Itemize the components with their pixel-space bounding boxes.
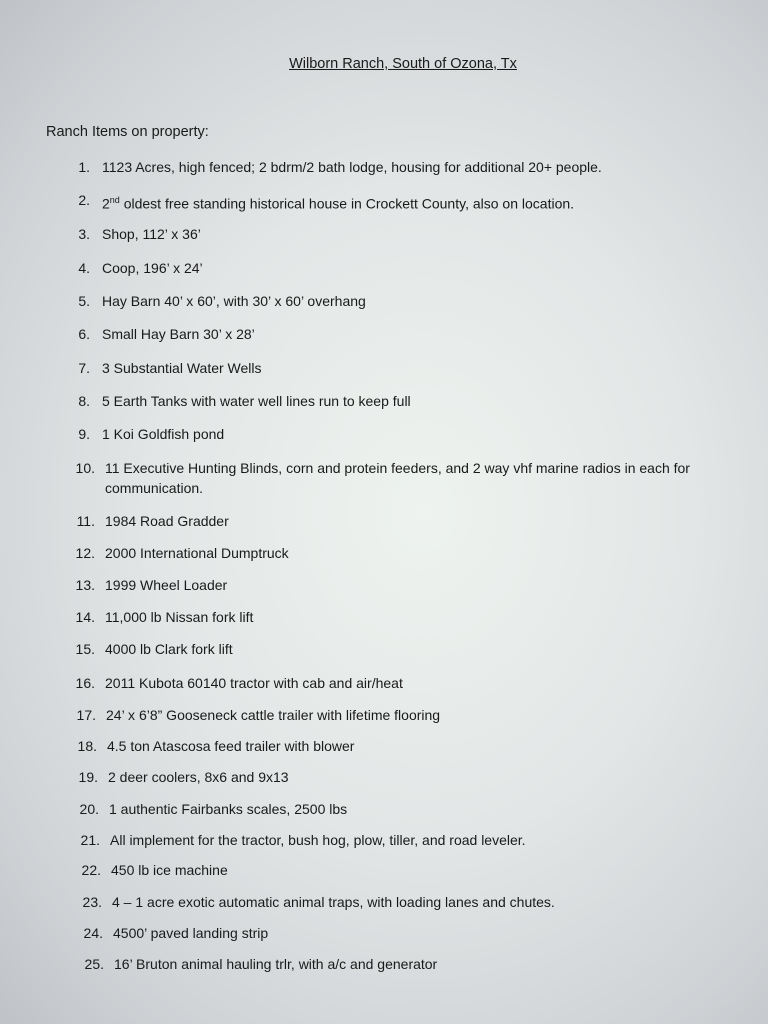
item-text: 16’ Bruton animal hauling trlr, with a/c and generator bbox=[114, 956, 438, 972]
item-number: 23. bbox=[82, 894, 102, 910]
item-text: All implement for the tractor, bush hog, plow, tiller, and road leveler. bbox=[110, 832, 526, 848]
item-text: 3 Substantial Water Wells bbox=[102, 360, 262, 376]
item-text: 2 deer coolers, 8x6 and 9x13 bbox=[108, 769, 289, 785]
item-number: 3. bbox=[78, 226, 90, 242]
item-number: 12. bbox=[75, 545, 95, 561]
item-number: 8. bbox=[78, 393, 90, 409]
item-text: 11,000 lb Nissan fork lift bbox=[105, 609, 254, 625]
item-number: 22. bbox=[81, 862, 101, 878]
item-text: 2011 Kubota 60140 tractor with cab and air/heat bbox=[105, 675, 403, 691]
item-text: 4500’ paved landing strip bbox=[113, 925, 269, 941]
item-text: 450 lb ice machine bbox=[111, 862, 228, 878]
item-number: 7. bbox=[78, 360, 90, 376]
item-text: Coop, 196’ x 24’ bbox=[102, 260, 203, 276]
item-number: 1. bbox=[78, 159, 90, 175]
item-number: 19. bbox=[78, 769, 98, 785]
item-text-part: oldest free standing historical house in Crockett County, also on location. bbox=[119, 195, 575, 212]
item-number: 18. bbox=[77, 738, 97, 754]
item-number: 15. bbox=[75, 641, 95, 657]
item-number: 9. bbox=[78, 426, 90, 442]
item-text bbox=[102, 190, 574, 214]
item-number: 16. bbox=[75, 675, 95, 691]
item-text: Shop, 112’ x 36’ bbox=[102, 226, 201, 242]
item-number: 11. bbox=[76, 513, 95, 529]
item-number: 5. bbox=[78, 293, 90, 309]
item-text: 11 Executive Hunting Blinds, corn and protein feeders, and 2 way vhf marine radios in each for communication. bbox=[105, 460, 690, 496]
item-number: 10. bbox=[75, 460, 95, 476]
item-text: 4000 lb Clark fork lift bbox=[105, 641, 233, 657]
item-text: 4.5 ton Atascosa feed trailer with blower bbox=[107, 738, 355, 754]
item-text: 4 – 1 acre exotic automatic animal traps, with loading lanes and chutes. bbox=[112, 894, 555, 910]
item-text: 24’ x 6’8” Gooseneck cattle trailer with lifetime flooring bbox=[106, 707, 441, 723]
item-number: 14. bbox=[75, 609, 95, 625]
item-text-part: 2 bbox=[102, 195, 110, 212]
item-text: Hay Barn 40’ x 60’, with 30’ x 60’ overhang bbox=[102, 293, 366, 309]
item-number: 17. bbox=[76, 707, 96, 723]
item-number: 25. bbox=[84, 956, 104, 972]
item-number: 24. bbox=[83, 925, 103, 941]
item-number: 2. bbox=[78, 192, 90, 208]
item-number: 6. bbox=[78, 326, 90, 342]
item-number: 20. bbox=[79, 801, 99, 817]
item-text-superscript: nd bbox=[109, 195, 120, 205]
item-text: 1999 Wheel Loader bbox=[105, 577, 228, 593]
list-heading: Ranch Items on property: bbox=[46, 124, 209, 140]
item-text: 1984 Road Gradder bbox=[105, 513, 229, 529]
item-text: Small Hay Barn 30’ x 28’ bbox=[102, 326, 255, 342]
item-text: 1 Koi Goldfish pond bbox=[102, 426, 225, 442]
item-text: 1123 Acres, high fenced; 2 bdrm/2 bath lodge, housing for additional 20+ people. bbox=[102, 159, 602, 175]
item-text: 1 authentic Fairbanks scales, 2500 lbs bbox=[109, 801, 348, 817]
item-number: 4. bbox=[78, 260, 90, 276]
item-number: 21. bbox=[80, 832, 100, 848]
document-title: Wilborn Ranch, South of Ozona, Tx bbox=[289, 56, 517, 72]
item-number: 13. bbox=[75, 577, 95, 593]
item-text: 2000 International Dumptruck bbox=[105, 545, 289, 561]
item-text: 5 Earth Tanks with water well lines run to keep full bbox=[102, 393, 411, 409]
